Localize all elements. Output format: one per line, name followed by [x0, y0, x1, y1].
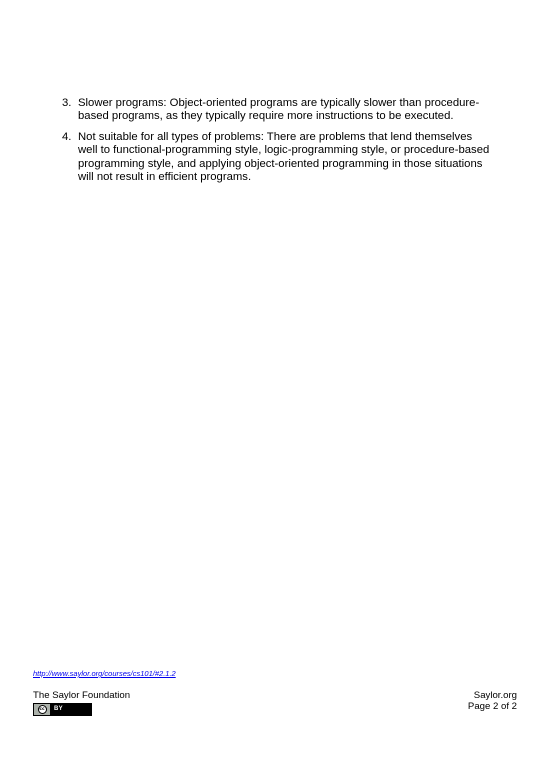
list-item [62, 97, 492, 124]
site-name: Saylor.org [473, 690, 517, 701]
list-item-text: Slower programs: Object-oriented programs are typically slower than procedure-based programs, as they typically require more instructions to be executed. [78, 97, 480, 123]
footer-left [33, 690, 130, 716]
cc-logo-text: cc [39, 707, 45, 712]
page-number: Page 2 of 2 [467, 701, 517, 712]
list-item-number: 4. [62, 130, 72, 143]
license-by-label: BY [54, 706, 63, 712]
list-item-text: Not suitable for all types of problems: There are problems that lend themselves well to functional-programming style, logic-programming style, or procedure-based programming style, and applying object-oriented programming in those situations will not result in efficient programs. [78, 130, 490, 184]
list-item-number: 3. [62, 97, 72, 109]
list-item [62, 131, 492, 185]
license-badge[interactable] [33, 703, 92, 716]
footer-right [468, 690, 517, 712]
numbered-list [62, 97, 492, 191]
creative-commons-icon [34, 704, 50, 715]
source-url-link[interactable]: http://www.saylor.org/courses/cs101/#2.1.2 [33, 669, 176, 678]
organization-name: The Saylor Foundation [33, 690, 131, 701]
